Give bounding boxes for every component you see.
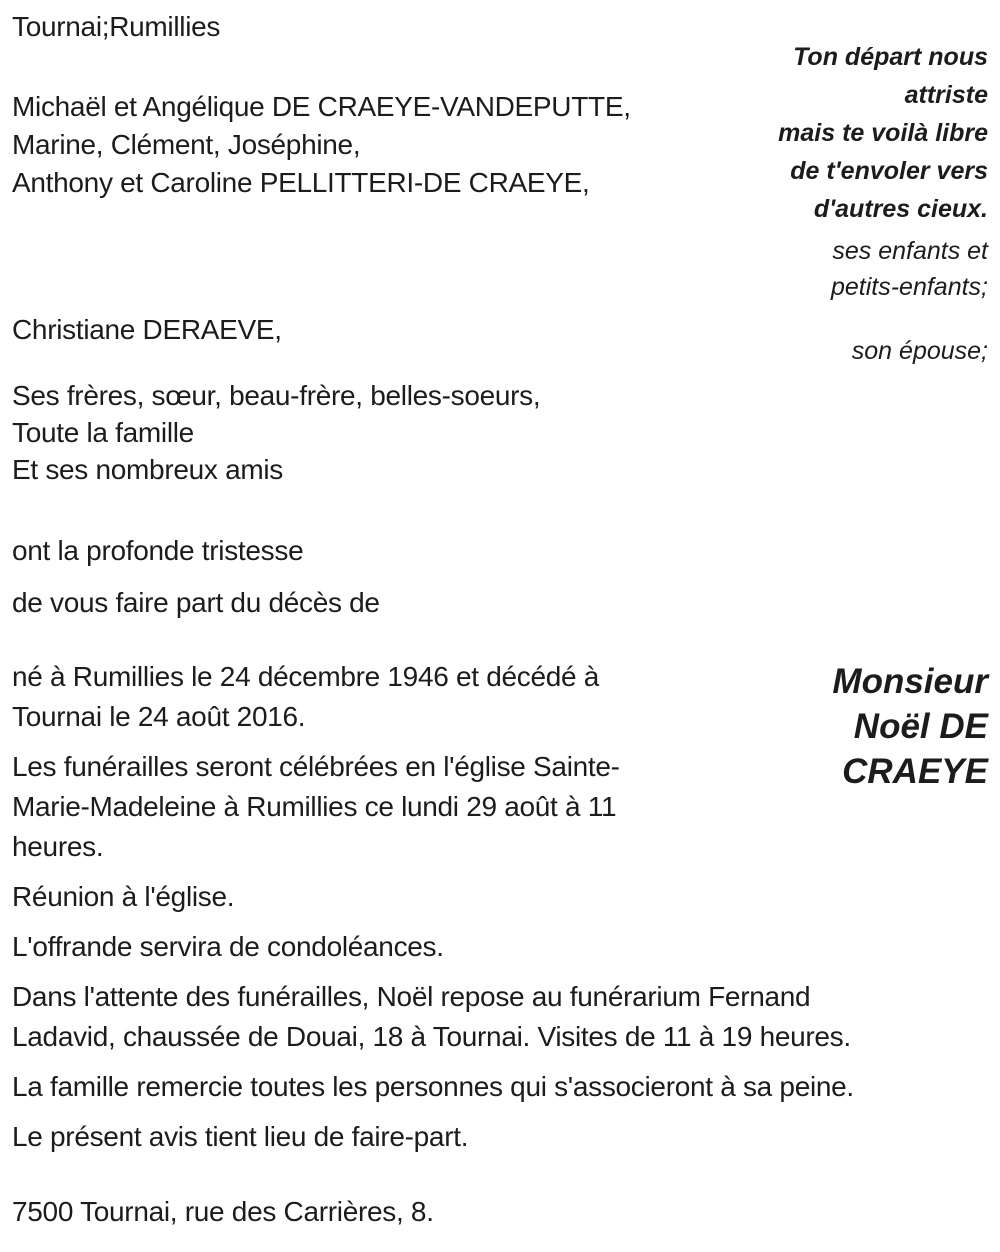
relatives-lines [12, 377, 540, 488]
family-children-lines [12, 88, 631, 202]
text-line: Noël DE [853, 707, 988, 746]
notice-line: Le présent avis tient lieu de faire-part. [12, 1121, 469, 1152]
text-line: né à Rumillies le 24 décembre 1946 et décédé à [12, 661, 600, 692]
text-line: Marie-Madeleine à Rumillies ce lundi 29 août à 11 [12, 791, 617, 822]
meeting-line: Réunion à l'église. [12, 881, 235, 912]
text-line: Michaël et Angélique DE CRAEYE-VANDEPUTTE, [12, 91, 631, 122]
funerarium-lines [12, 977, 851, 1057]
text-line: Et ses nombreux amis [12, 454, 283, 485]
quote-attribution-lines [831, 233, 988, 305]
location-line: Tournai;Rumillies [12, 11, 221, 42]
text-line: d'autres cieux. [813, 195, 988, 223]
funeral-lines [12, 747, 620, 867]
text-line: Anthony et Caroline PELLITTERI-DE CRAEYE, [12, 167, 590, 198]
text-line: CRAEYE [842, 752, 988, 791]
inform-line: de vous faire part du décès de [12, 587, 380, 618]
spouse-attribution-line: son épouse; [851, 337, 988, 365]
birth-death-lines [12, 657, 599, 737]
text-line: Marine, Clément, Joséphine, [12, 129, 361, 160]
thanks-line: La famille remercie toutes les personnes qui s'associeront à sa peine. [12, 1071, 854, 1102]
text-line: Dans l'attente des funérailles, Noël repose au funérarium Fernand [12, 981, 811, 1012]
deceased-name-lines [832, 659, 988, 794]
text-line: Tournai le 24 août 2016. [12, 701, 306, 732]
text-line: mais te voilà libre [778, 119, 988, 147]
text-line: ses enfants et [832, 237, 988, 265]
text-line: petits-enfants; [830, 273, 988, 301]
text-line: heures. [12, 831, 104, 862]
text-line: Ses frères, sœur, beau-frère, belles-soeurs, [12, 380, 541, 411]
text-line: Les funérailles seront célébrées en l'église Sainte- [12, 751, 620, 782]
text-line: Monsieur [832, 662, 988, 701]
text-line: attriste [904, 81, 988, 109]
farewell-quote-lines [778, 38, 988, 228]
offering-line: L'offrande servira de condoléances. [12, 931, 444, 962]
sorrow-line: ont la profonde tristesse [12, 535, 304, 566]
spouse-name-line: Christiane DERAEVE, [12, 314, 282, 345]
text-line: de t'envoler vers [790, 157, 988, 185]
address-line: 7500 Tournai, rue des Carrières, 8. [12, 1196, 434, 1227]
text-line: Ladavid, chaussée de Douai, 18 à Tournai. Visites de 11 à 19 heures. [12, 1021, 851, 1052]
text-line: Toute la famille [12, 417, 194, 448]
text-line: Ton départ nous [793, 43, 988, 71]
